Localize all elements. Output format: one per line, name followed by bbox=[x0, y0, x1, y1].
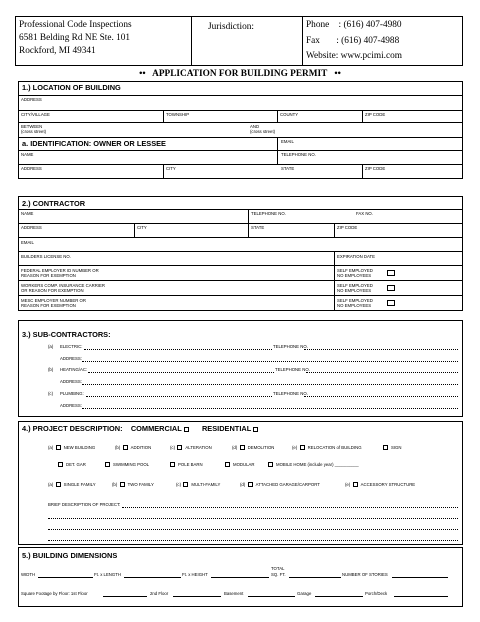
commercial-checkbox[interactable] bbox=[184, 427, 189, 432]
location-address-label: ADDRESS bbox=[21, 97, 42, 102]
company-line-2: 6581 Belding Rd NE Ste. 101 bbox=[19, 33, 131, 43]
attached-garage-letter: (d) bbox=[240, 482, 246, 487]
identification-heading: a. IDENTIFICATION: OWNER OR LESSEE bbox=[22, 139, 166, 148]
project-attached-garage[interactable] bbox=[240, 482, 320, 488]
no-employees-label-3: NO EMPLOYEES bbox=[337, 303, 372, 308]
two-family-letter: (b) bbox=[112, 482, 118, 487]
project-accessory-structure[interactable] bbox=[345, 482, 415, 488]
ft-height-label: Ft. x HEIGHT bbox=[182, 572, 208, 577]
alteration-letter: (c) bbox=[170, 445, 176, 450]
modular-checkbox[interactable] bbox=[225, 462, 230, 467]
sub-c-phone: TELEPHONE NO. bbox=[273, 391, 308, 396]
cross-street-label-2: (cross street) bbox=[250, 129, 276, 134]
owner-zip-label: ZIP CODE bbox=[365, 166, 386, 171]
sign-checkbox[interactable] bbox=[383, 445, 388, 450]
total-label: TOTAL bbox=[271, 566, 285, 571]
owner-state-label: STATE bbox=[281, 166, 295, 171]
project-multi-family[interactable] bbox=[176, 482, 220, 488]
contractor-city-label: CITY bbox=[137, 225, 147, 230]
project-single-family[interactable] bbox=[48, 482, 96, 488]
no-employees-label-2: NO EMPLOYEES bbox=[337, 288, 372, 293]
demolition-label: DEMOLITION bbox=[247, 445, 275, 450]
sqft-label: SQ. FT. bbox=[271, 572, 286, 577]
sub-b-phone: TELEPHONE NO. bbox=[275, 367, 310, 372]
addition-label: ADDITION bbox=[130, 445, 152, 450]
new-building-label: NEW BUILDING bbox=[63, 445, 96, 450]
contractor-telephone-label: TELEPHONE NO. bbox=[251, 211, 286, 216]
township-label: TOWNSHIP bbox=[166, 112, 190, 117]
project-alteration[interactable] bbox=[170, 445, 212, 451]
sub-a-letter: (a) bbox=[48, 344, 54, 349]
new-building-letter: (a) bbox=[48, 445, 54, 450]
stories-label: NUMBER OF STORIES bbox=[342, 572, 388, 577]
brief-description-line-3[interactable] bbox=[48, 529, 458, 530]
basement-label: Basement bbox=[224, 591, 244, 596]
phone-line: Phone : (616) 407-4980 bbox=[306, 20, 402, 30]
accessory-structure-label: ACCESSORY STRUCTURE bbox=[360, 482, 416, 487]
relocation-checkbox[interactable] bbox=[300, 445, 305, 450]
company-line-3: Rockford, MI 49341 bbox=[19, 46, 96, 56]
project-relocation[interactable] bbox=[292, 445, 362, 451]
form-title-text: APPLICATION FOR BUILDING PERMIT bbox=[152, 69, 328, 79]
project-modular[interactable] bbox=[225, 462, 255, 468]
ft-length-label: Ft. x LENGTH bbox=[94, 572, 121, 577]
det-gar-label: DET. GAR bbox=[66, 462, 86, 467]
workers-comp-label-2: OR REASON FOR EXEMPTION bbox=[21, 288, 84, 293]
mesc-label-1: MESC EMPLOYER NUMBER OR bbox=[21, 298, 86, 303]
section-3-heading: 3.) SUB-CONTRACTORS: bbox=[22, 330, 111, 339]
contractor-address-label: ADDRESS bbox=[21, 225, 42, 230]
two-family-label: TWO FAMILY bbox=[127, 482, 154, 487]
project-new-building[interactable] bbox=[48, 445, 95, 451]
between-label: BETWEEN bbox=[21, 124, 43, 129]
demolition-letter: (d) bbox=[232, 445, 238, 450]
header-divider-2 bbox=[302, 16, 303, 66]
section-4-heading: 4.) PROJECT DESCRIPTION: bbox=[22, 424, 123, 433]
attached-garage-checkbox[interactable] bbox=[248, 482, 253, 487]
zip-label: ZIP CODE bbox=[365, 112, 386, 117]
sub-b-trade: HEATING/AC: bbox=[60, 367, 88, 372]
single-family-label: SINGLE FAMILY bbox=[63, 482, 96, 487]
cross-street-label: (cross street) bbox=[21, 129, 47, 134]
contractor-zip-label: ZIP CODE bbox=[337, 225, 358, 230]
project-mobile-home[interactable] bbox=[268, 462, 359, 468]
self-employed-label-3: SELF EMPLOYED bbox=[337, 298, 373, 303]
project-demolition[interactable] bbox=[232, 445, 274, 451]
commercial-label: COMMERCIAL bbox=[130, 424, 182, 433]
sub-a-phone: TELEPHONE NO. bbox=[273, 344, 308, 349]
pole-barn-checkbox[interactable] bbox=[170, 462, 175, 467]
owner-email-label: EMAIL bbox=[281, 139, 294, 144]
owner-address-label: ADDRESS bbox=[21, 166, 42, 171]
owner-city-label: CITY bbox=[166, 166, 176, 171]
det-gar-checkbox[interactable] bbox=[58, 462, 63, 467]
company-line-1: Professional Code Inspections bbox=[19, 20, 132, 30]
brief-description-line-4[interactable] bbox=[48, 540, 458, 541]
title-bullets-left: •• bbox=[139, 69, 146, 79]
demolition-checkbox[interactable] bbox=[240, 445, 245, 450]
self-employed-checkbox-2[interactable] bbox=[387, 285, 395, 291]
swimming-pool-checkbox[interactable] bbox=[105, 462, 110, 467]
pole-barn-label: POLE BARN bbox=[178, 462, 203, 467]
mesc-label-2: REASON FOR EXEMPTION bbox=[21, 303, 76, 308]
brief-description-line-1[interactable] bbox=[122, 507, 458, 508]
brief-description-line-2[interactable] bbox=[48, 518, 458, 519]
contractor-email-label: EMAIL bbox=[21, 240, 34, 245]
section-2-heading: 2.) CONTRACTOR bbox=[22, 199, 86, 208]
sign-label: SIGN bbox=[391, 445, 402, 450]
workers-comp-label-1: WORKERS COMP. INSURANCE CARRIER bbox=[21, 283, 105, 288]
fax-line: Fax : (616) 407-4988 bbox=[306, 36, 400, 46]
project-two-family[interactable] bbox=[112, 482, 154, 488]
contractor-state-label: STATE bbox=[251, 225, 265, 230]
single-family-letter: (a) bbox=[48, 482, 54, 487]
section-5-heading: 5.) BUILDING DIMENSIONS bbox=[22, 551, 118, 560]
sub-b-letter: (b) bbox=[48, 367, 54, 372]
no-employees-label-1: NO EMPLOYEES bbox=[337, 273, 372, 278]
two-family-checkbox[interactable] bbox=[120, 482, 125, 487]
section-2-box bbox=[18, 196, 463, 311]
expiration-label: EXPIRATION DATE bbox=[337, 254, 376, 259]
sub-a-address: ADDRESS: bbox=[60, 356, 82, 361]
self-employed-checkbox-1[interactable] bbox=[387, 270, 395, 276]
project-pole-barn[interactable] bbox=[170, 462, 203, 468]
project-sign[interactable] bbox=[383, 445, 402, 451]
relocation-label: RELOCATION of BUILDING bbox=[307, 445, 362, 450]
new-building-checkbox[interactable] bbox=[56, 445, 61, 450]
modular-label: MODULAR bbox=[233, 462, 255, 467]
contractor-name-label: NAME bbox=[21, 211, 34, 216]
accessory-structure-letter: (e) bbox=[345, 482, 351, 487]
porch-label: Porch/Deck bbox=[365, 591, 388, 596]
license-label: BUILDERS LICENSE NO. bbox=[21, 254, 71, 259]
county-label: COUNTY bbox=[280, 112, 299, 117]
header-divider-1 bbox=[191, 16, 192, 66]
self-employed-label-1: SELF EMPLOYED bbox=[337, 268, 373, 273]
federal-id-label-1: FEDERAL EMPLOYER ID NUMBER OR bbox=[21, 268, 99, 273]
and-label: AND bbox=[250, 124, 260, 129]
owner-name-label: NAME bbox=[21, 152, 34, 157]
section-4-title-row bbox=[22, 424, 261, 433]
attached-garage-label: ATTACHED GARAGE/CARPORT bbox=[255, 482, 320, 487]
addition-checkbox[interactable] bbox=[123, 445, 128, 450]
relocation-letter: (e) bbox=[292, 445, 298, 450]
alteration-checkbox[interactable] bbox=[177, 445, 182, 450]
project-det-gar[interactable] bbox=[58, 462, 86, 468]
brief-description-label: BRIEF DESCRIPTION OF PROJECT: bbox=[48, 502, 121, 507]
section-1-heading: 1.) LOCATION OF BUILDING bbox=[22, 83, 121, 92]
mobile-home-label: MOBILE HOME (include year) __________ bbox=[276, 462, 359, 467]
jurisdiction-label: Jurisdiction: bbox=[208, 22, 254, 32]
garage-label: Garage bbox=[297, 591, 312, 596]
sub-a-trade: ELECTRIC: bbox=[60, 344, 83, 349]
contractor-fax-label: FAX NO. bbox=[356, 211, 373, 216]
alteration-label: ALTERATION bbox=[185, 445, 212, 450]
project-swimming-pool[interactable] bbox=[105, 462, 149, 468]
addition-letter: (b) bbox=[115, 445, 121, 450]
residential-label: RESIDENTIAL bbox=[201, 424, 252, 433]
sub-b-address: ADDRESS: bbox=[60, 379, 82, 384]
width-label: WIDTH bbox=[21, 572, 36, 577]
project-addition[interactable] bbox=[115, 445, 151, 451]
multi-family-checkbox[interactable] bbox=[183, 482, 188, 487]
single-family-checkbox[interactable] bbox=[56, 482, 61, 487]
self-employed-checkbox-3[interactable] bbox=[387, 300, 395, 306]
multi-family-label: MULTI-FAMILY bbox=[191, 482, 221, 487]
sub-c-trade: PLUMBING: bbox=[60, 391, 84, 396]
owner-telephone-label: TELEPHONE NO. bbox=[281, 152, 316, 157]
multi-family-letter: (c) bbox=[176, 482, 182, 487]
footage-label: Square Footage by Floor: 1st Floor bbox=[21, 591, 88, 596]
swimming-pool-label: SWIMMING POOL bbox=[113, 462, 150, 467]
title-bullets-right: •• bbox=[334, 69, 341, 79]
sub-c-letter: (c) bbox=[48, 391, 54, 396]
accessory-structure-checkbox[interactable] bbox=[353, 482, 358, 487]
self-employed-label-2: SELF EMPLOYED bbox=[337, 283, 373, 288]
federal-id-label-2: REASON FOR EXEMPTION bbox=[21, 273, 76, 278]
website-line: Website: www.pcimi.com bbox=[306, 51, 402, 61]
city-village-label: CITY/VILLAGE bbox=[21, 112, 50, 117]
second-floor-label: 2nd Floor bbox=[150, 591, 169, 596]
form-title bbox=[0, 69, 480, 79]
sub-c-address: ADDRESS: bbox=[60, 403, 82, 408]
residential-checkbox[interactable] bbox=[253, 427, 258, 432]
mobile-home-checkbox[interactable] bbox=[268, 462, 273, 467]
